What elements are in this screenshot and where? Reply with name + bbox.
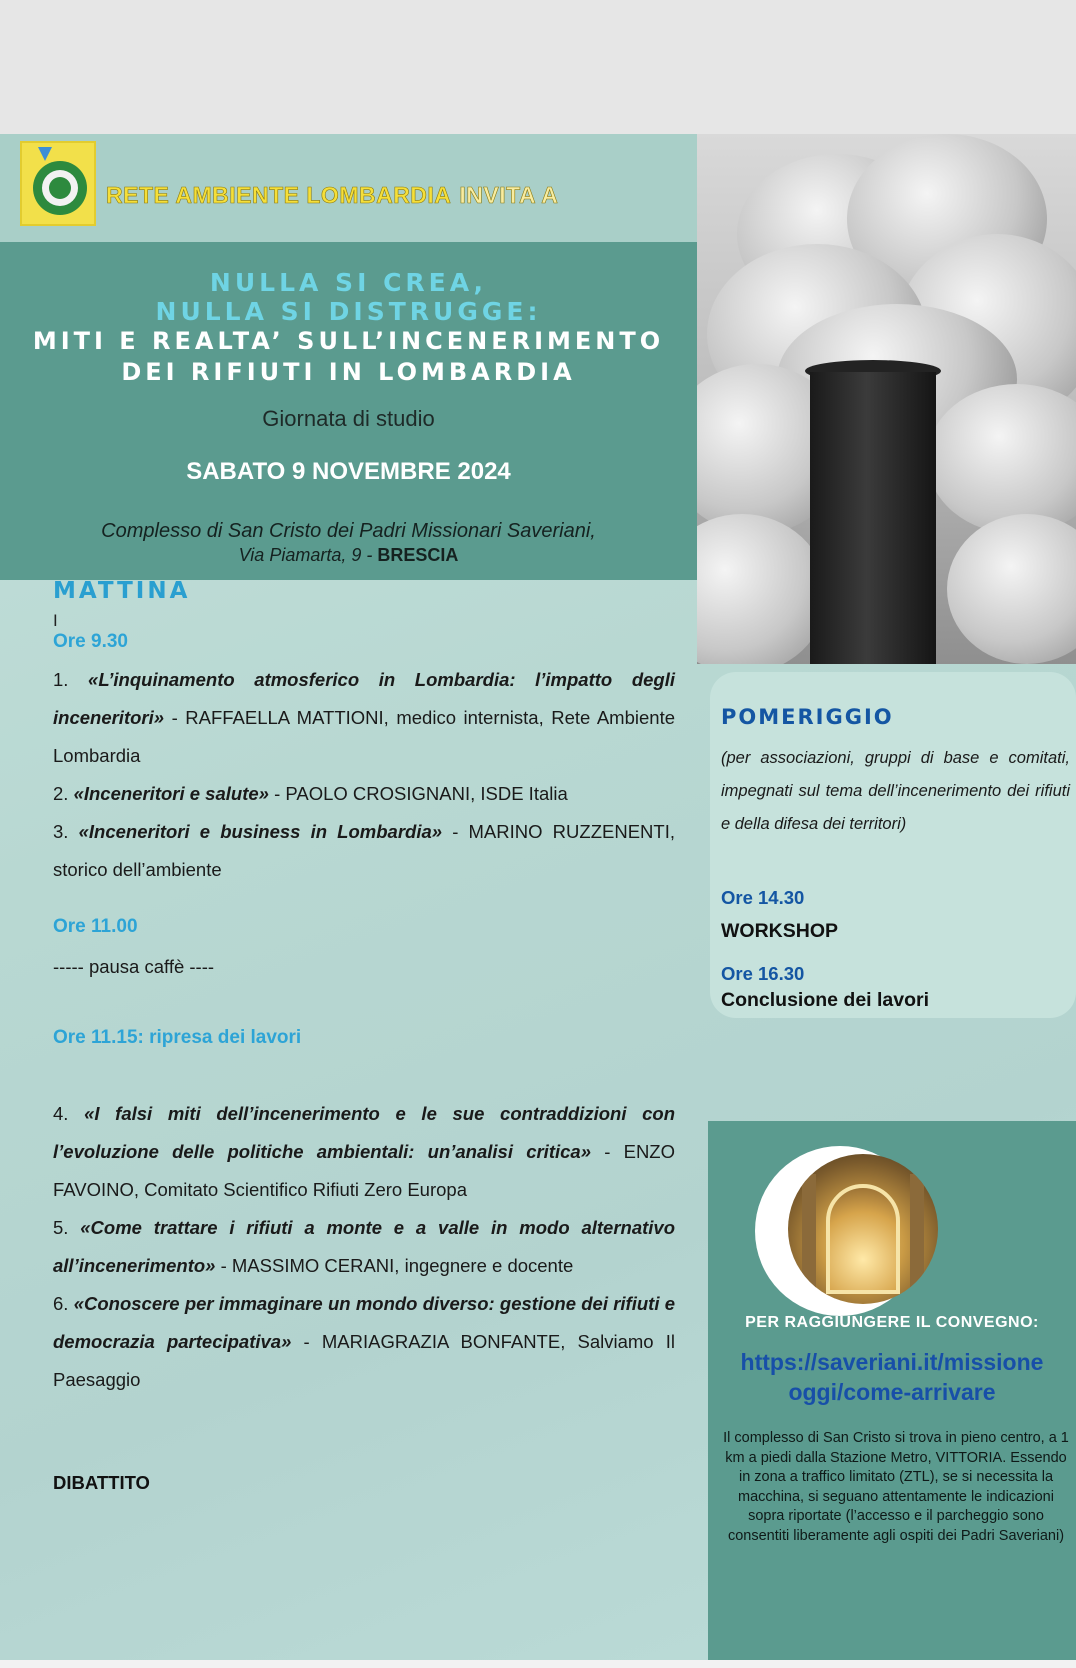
rete-ambiente-logo-icon	[20, 141, 96, 226]
venue-street: Via Piamarta, 9 -	[238, 545, 378, 565]
directions-box	[708, 1121, 1076, 1661]
directions-text: Il complesso di San Cristo si trova in pieno centro, a 1 km a piedi dalla Stazione Metro, VITTORIA. Essendo in zona a traffico limitato (ZTL), se si necessita la macchina, si seguano attentamente le indicazioni sopra riportate (l’accesso e il parcheggio sono consentiti liberamente agli ospiti dei Padri Saveriani)	[723, 1430, 1069, 1544]
title-line-3: MITI E REALTA’ SULL’INCENERIMENTO	[32, 327, 665, 355]
bottom-edge	[0, 1660, 1076, 1668]
title-line-2: NULLA SI DISTRUGGE:	[155, 297, 542, 326]
directions-link[interactable]	[708, 1347, 1076, 1407]
venue-city: BRESCIA	[377, 545, 459, 565]
church-interior-photo	[788, 1154, 938, 1304]
workshop-label: WORKSHOP	[721, 920, 838, 942]
smokestack-photo	[697, 134, 1076, 664]
afternoon-description: (per associazioni, gruppi di base e comitati, impegnati sul tema dell’incenerimento dei rifiuti e della difesa dei territori)	[721, 749, 1070, 833]
afternoon-time-1: Ore 14.30	[721, 887, 805, 908]
morning-time-3: Ore 11.15: ripresa dei lavori	[53, 1027, 302, 1048]
directions-link-line-1[interactable]: https://saveriani.it/missione	[740, 1349, 1044, 1375]
afternoon-heading: POMERIGGIO	[721, 705, 894, 729]
event-date: SABATO 9 NOVEMBRE 2024	[186, 458, 511, 485]
talk-5: 5. «Come trattare i rifiuti a monte e a valle in modo alternativo all’incenerimento» - MASSIMO CERANI, ingegnere e docente	[53, 1217, 676, 1276]
afternoon-time-2: Ore 16.30	[721, 963, 805, 984]
venue-address	[0, 545, 697, 566]
talk-3: 3. «Inceneritori e business in Lombardia» - MARINO RUZZENENTI, storico dell’ambiente	[53, 821, 675, 880]
talk-4: 4. «I falsi miti dell’incenerimento e le sue contraddizioni con l’evoluzione delle politiche ambientali: un’analisi critica» - ENZO FAVOINO, Comitato Scientifico Rifiuti Zero Europa	[53, 1103, 675, 1200]
directions-heading: PER RAGGIUNGERE IL CONVEGNO:	[745, 1314, 1039, 1331]
morning-time-1: Ore 9.30	[53, 631, 128, 652]
morning-time-2: Ore 11.00	[53, 916, 138, 937]
talk-1: 1. «L’inquinamento atmosferico in Lombardia: l’impatto degli inceneritori» - RAFFAELLA MATTIONI, medico internista, Rete Ambiente Lombardia	[53, 669, 675, 766]
venue-name: Complesso di San Cristo dei Padri Missionari Saveriani,	[101, 520, 596, 542]
title-block	[0, 242, 697, 580]
organizer-name: RETE AMBIENTE LOMBARDIA	[106, 182, 452, 208]
debate-label: DIBATTITO	[53, 1472, 150, 1493]
invite-text: INVITA A	[459, 182, 559, 208]
talk-6: 6. «Conoscere per immaginare un mondo diverso: gestione dei rifiuti e democrazia partecipativa» - MARIAGRAZIA BONFANTE, Salviamo Il Paesaggio	[53, 1293, 676, 1390]
directions-link-line-2[interactable]: oggi/come-arrivare	[788, 1379, 996, 1405]
organizer-line	[106, 182, 558, 209]
title-line-4: DEI RIFIUTI IN LOMBARDIA	[121, 358, 576, 386]
header-strip	[0, 134, 697, 242]
coffee-break: ----- pausa caffè ----	[53, 956, 215, 977]
talks-block-a	[53, 661, 675, 889]
conclusion-label: Conclusione dei lavori	[721, 989, 930, 1011]
talks-block-b	[53, 1095, 675, 1399]
event-poster	[0, 134, 1076, 1661]
morning-heading: MATTINA	[53, 578, 191, 604]
title-line-1: NULLA SI CREA,	[209, 268, 488, 297]
stray-mark: I	[53, 611, 58, 630]
talk-2: 2. «Inceneritori e salute» - PAOLO CROSIGNANI, ISDE Italia	[53, 783, 568, 804]
subtitle: Giornata di studio	[262, 406, 435, 431]
